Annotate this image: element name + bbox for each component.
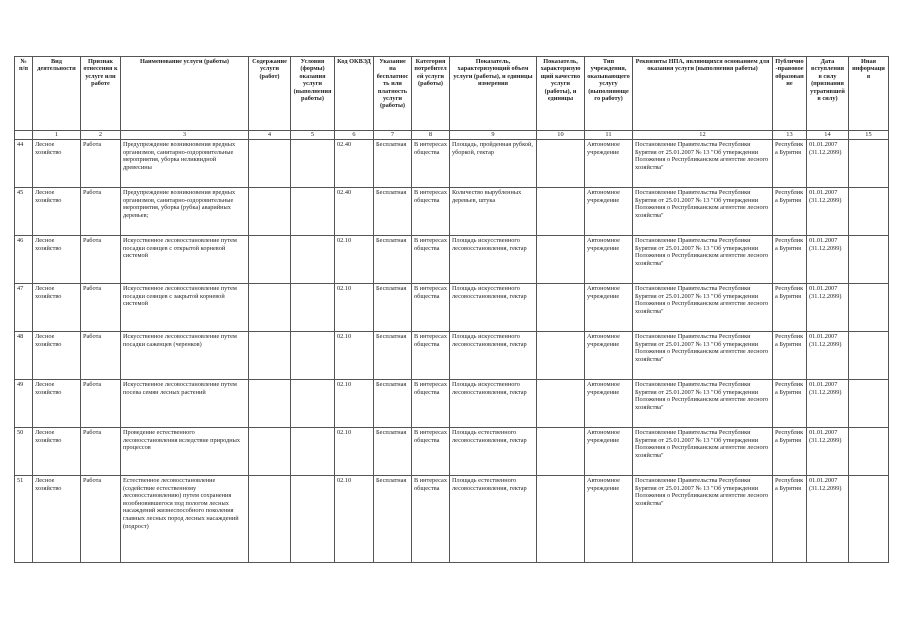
cell-npa: Постановление Правительства Республики Бурятия от 25.01.2007 № 13 "Об утверждении Положения о Республиканском агентстве лесного хозяйства"	[633, 284, 773, 332]
cell-okved: 02.10	[335, 284, 374, 332]
cell-conditions	[291, 332, 335, 380]
cell-activity: Лесное хозяйство	[33, 428, 81, 476]
column-number: 1	[33, 131, 81, 140]
cell-npa: Постановление Правительства Республики Бурятия от 25.01.2007 № 13 "Об утверждении Положения о Республиканском агентстве лесного хозяйства"	[633, 188, 773, 236]
cell-paid: Бесплатная	[374, 380, 412, 428]
cell-okved: 02.10	[335, 332, 374, 380]
cell-service-name: Предупреждение возникновения вредных организмов, санитарно-оздоровительные мероприятия, уборка (рубка) аварийных деревьев;	[121, 188, 249, 236]
cell-activity: Лесное хозяйство	[33, 380, 81, 428]
header-cell: Условия (формы) оказания услуги (выполнения работы)	[291, 57, 335, 131]
cell-npa: Постановление Правительства Республики Бурятия от 25.01.2007 № 13 "Об утверждении Положения о Республиканском агентстве лесного хозяйства"	[633, 236, 773, 284]
cell-consumers: В интересах общества	[412, 476, 450, 563]
header-cell: Реквизиты НПА, являющихся основанием для оказания услуги (выполнения работы)	[633, 57, 773, 131]
header-cell: Иная информация	[849, 57, 889, 131]
column-number: 10	[537, 131, 585, 140]
cell-content	[249, 140, 291, 188]
column-number: 8	[412, 131, 450, 140]
table-row	[15, 188, 889, 236]
cell-institution: Автономное учреждение	[585, 188, 633, 236]
cell-date: 01.01.2007 (31.12.2099)	[807, 332, 849, 380]
header-cell: Публично-правовое образование	[773, 57, 807, 131]
cell-volume: Площадь искусственного лесовосстановления, гектар	[450, 284, 537, 332]
cell-other	[849, 236, 889, 284]
cell-number: 51	[15, 476, 33, 563]
header-cell: Вид деятельности	[33, 57, 81, 131]
cell-other	[849, 188, 889, 236]
cell-institution: Автономное учреждение	[585, 332, 633, 380]
cell-volume: Площадь, пройденная рубкой, уборкой, гектар	[450, 140, 537, 188]
cell-other	[849, 284, 889, 332]
cell-activity: Лесное хозяйство	[33, 188, 81, 236]
cell-service-name: Естественное лесовосстановление (содействие естественному лесовосстановлению) путем сохранения возобновившегося под пологом лесных насаждений жизнеспособного поколения главных лесных пород лесных насаждений (подрост)	[121, 476, 249, 563]
cell-number: 47	[15, 284, 33, 332]
cell-region: Республика Бурятия	[773, 236, 807, 284]
services-table	[14, 56, 889, 563]
cell-okved: 02.40	[335, 140, 374, 188]
cell-volume: Площадь естественного лесовосстановления, гектар	[450, 476, 537, 563]
header-cell: Указание на бесплатность или платность услуги (работы)	[374, 57, 412, 131]
column-number: 15	[849, 131, 889, 140]
column-number: 6	[335, 131, 374, 140]
cell-quality	[537, 140, 585, 188]
cell-activity: Лесное хозяйство	[33, 476, 81, 563]
cell-quality	[537, 380, 585, 428]
table-body	[15, 140, 889, 563]
cell-other	[849, 380, 889, 428]
cell-type: Работа	[81, 284, 121, 332]
cell-quality	[537, 284, 585, 332]
cell-activity: Лесное хозяйство	[33, 236, 81, 284]
cell-content	[249, 284, 291, 332]
cell-conditions	[291, 236, 335, 284]
cell-conditions	[291, 140, 335, 188]
cell-okved: 02.10	[335, 476, 374, 563]
cell-number: 45	[15, 188, 33, 236]
cell-type: Работа	[81, 428, 121, 476]
table-row	[15, 476, 889, 563]
cell-activity: Лесное хозяйство	[33, 284, 81, 332]
cell-conditions	[291, 188, 335, 236]
column-number-empty	[15, 131, 33, 140]
cell-institution: Автономное учреждение	[585, 476, 633, 563]
cell-service-name: Искусственное лесовосстановление путем посадки сеянцев с закрытой корневой системой	[121, 284, 249, 332]
cell-service-name: Искусственное лесовосстановление путем посева семян лесных растений	[121, 380, 249, 428]
cell-institution: Автономное учреждение	[585, 428, 633, 476]
cell-number: 46	[15, 236, 33, 284]
cell-content	[249, 188, 291, 236]
cell-volume: Количество вырубленных деревьев, штука	[450, 188, 537, 236]
cell-consumers: В интересах общества	[412, 236, 450, 284]
cell-okved: 02.40	[335, 188, 374, 236]
header-cell: Показатель, характеризующий объем услуги (работы), и единицы измерения	[450, 57, 537, 131]
header-cell: Содержание услуги (работ)	[249, 57, 291, 131]
cell-activity: Лесное хозяйство	[33, 332, 81, 380]
header-cell: № п/п	[15, 57, 33, 131]
cell-conditions	[291, 284, 335, 332]
cell-paid: Бесплатная	[374, 476, 412, 563]
cell-npa: Постановление Правительства Республики Бурятия от 25.01.2007 № 13 "Об утверждении Положения о Республиканском агентстве лесного хозяйства"	[633, 380, 773, 428]
cell-number: 49	[15, 380, 33, 428]
header-cell: Наименование услуги (работы)	[121, 57, 249, 131]
cell-region: Республика Бурятия	[773, 284, 807, 332]
cell-region: Республика Бурятия	[773, 332, 807, 380]
header-cell: Дата вступления в силу (признания утратившей в силу)	[807, 57, 849, 131]
cell-number: 44	[15, 140, 33, 188]
cell-type: Работа	[81, 188, 121, 236]
cell-region: Республика Бурятия	[773, 476, 807, 563]
column-number-row	[15, 131, 889, 140]
cell-npa: Постановление Правительства Республики Бурятия от 25.01.2007 № 13 "Об утверждении Положения о Республиканском агентстве лесного хозяйства"	[633, 428, 773, 476]
cell-type: Работа	[81, 332, 121, 380]
column-number: 9	[450, 131, 537, 140]
column-number: 2	[81, 131, 121, 140]
cell-date: 01.01.2007 (31.12.2099)	[807, 284, 849, 332]
table-row	[15, 380, 889, 428]
cell-type: Работа	[81, 476, 121, 563]
cell-activity: Лесное хозяйство	[33, 140, 81, 188]
cell-number: 50	[15, 428, 33, 476]
cell-content	[249, 428, 291, 476]
cell-region: Республика Бурятия	[773, 140, 807, 188]
table-row	[15, 428, 889, 476]
cell-quality	[537, 476, 585, 563]
cell-volume: Площадь искусственного лесовосстановления, гектар	[450, 236, 537, 284]
column-number: 12	[633, 131, 773, 140]
cell-institution: Автономное учреждение	[585, 380, 633, 428]
cell-quality	[537, 188, 585, 236]
cell-date: 01.01.2007 (31.12.2099)	[807, 140, 849, 188]
cell-content	[249, 332, 291, 380]
cell-npa: Постановление Правительства Республики Бурятия от 25.01.2007 № 13 "Об утверждении Положения о Республиканском агентстве лесного хозяйства"	[633, 476, 773, 563]
cell-paid: Бесплатная	[374, 428, 412, 476]
cell-quality	[537, 332, 585, 380]
cell-quality	[537, 236, 585, 284]
cell-paid: Бесплатная	[374, 140, 412, 188]
cell-consumers: В интересах общества	[412, 332, 450, 380]
cell-paid: Бесплатная	[374, 188, 412, 236]
cell-service-name: Искусственное лесовосстановление путем посадки сеянцев с открытой корневой системой	[121, 236, 249, 284]
header-cell: Тип учреждения, оказывающего услугу (выполняющего работу)	[585, 57, 633, 131]
cell-conditions	[291, 428, 335, 476]
document-page	[14, 56, 888, 563]
cell-institution: Автономное учреждение	[585, 140, 633, 188]
cell-consumers: В интересах общества	[412, 140, 450, 188]
cell-conditions	[291, 476, 335, 563]
cell-okved: 02.10	[335, 428, 374, 476]
cell-region: Республика Бурятия	[773, 188, 807, 236]
cell-npa: Постановление Правительства Республики Бурятия от 25.01.2007 № 13 "Об утверждении Положения о Республиканском агентстве лесного хозяйства"	[633, 332, 773, 380]
table-row	[15, 236, 889, 284]
column-number: 11	[585, 131, 633, 140]
cell-service-name: Предупреждение возникновения вредных организмов, санитарно-оздоровительные мероприятия, уборка неликвидной древесины	[121, 140, 249, 188]
column-number: 4	[249, 131, 291, 140]
cell-volume: Площадь искусственного лесовосстановления, гектар	[450, 380, 537, 428]
cell-content	[249, 236, 291, 284]
cell-institution: Автономное учреждение	[585, 284, 633, 332]
header-cell: Признак отнесения к услуге или работе	[81, 57, 121, 131]
cell-date: 01.01.2007 (31.12.2099)	[807, 236, 849, 284]
cell-type: Работа	[81, 236, 121, 284]
cell-paid: Бесплатная	[374, 332, 412, 380]
cell-institution: Автономное учреждение	[585, 236, 633, 284]
cell-paid: Бесплатная	[374, 284, 412, 332]
cell-quality	[537, 428, 585, 476]
column-number: 5	[291, 131, 335, 140]
cell-other	[849, 140, 889, 188]
cell-content	[249, 476, 291, 563]
cell-content	[249, 380, 291, 428]
table-row	[15, 332, 889, 380]
cell-other	[849, 476, 889, 563]
cell-npa: Постановление Правительства Республики Бурятия от 25.01.2007 № 13 "Об утверждении Положения о Республиканском агентстве лесного хозяйства"	[633, 140, 773, 188]
cell-volume: Площадь естественного лесовосстановления, гектар	[450, 428, 537, 476]
cell-region: Республика Бурятия	[773, 428, 807, 476]
cell-service-name: Искусственное лесовосстановление путем посадки саженцев (черенков)	[121, 332, 249, 380]
header-cell: Категория потребителей услуги (работы)	[412, 57, 450, 131]
cell-number: 48	[15, 332, 33, 380]
header-row	[15, 57, 889, 131]
cell-other	[849, 428, 889, 476]
cell-volume: Площадь искусственного лесовосстановления, гектар	[450, 332, 537, 380]
column-number: 7	[374, 131, 412, 140]
cell-other	[849, 332, 889, 380]
header-cell: Код ОКВЭД	[335, 57, 374, 131]
cell-type: Работа	[81, 380, 121, 428]
cell-date: 01.01.2007 (31.12.2099)	[807, 476, 849, 563]
cell-consumers: В интересах общества	[412, 428, 450, 476]
cell-type: Работа	[81, 140, 121, 188]
cell-conditions	[291, 380, 335, 428]
cell-okved: 02.10	[335, 380, 374, 428]
cell-consumers: В интересах общества	[412, 188, 450, 236]
table-row	[15, 140, 889, 188]
cell-okved: 02.10	[335, 236, 374, 284]
cell-region: Республика Бурятия	[773, 380, 807, 428]
column-number: 13	[773, 131, 807, 140]
cell-date: 01.01.2007 (31.12.2099)	[807, 188, 849, 236]
cell-paid: Бесплатная	[374, 236, 412, 284]
column-number: 14	[807, 131, 849, 140]
cell-date: 01.01.2007 (31.12.2099)	[807, 428, 849, 476]
cell-service-name: Проведение естественного лесовосстановления вследствие природных процессов	[121, 428, 249, 476]
cell-consumers: В интересах общества	[412, 284, 450, 332]
header-cell: Показатель, характеризующий качество услуги (работы), и единицы	[537, 57, 585, 131]
cell-date: 01.01.2007 (31.12.2099)	[807, 380, 849, 428]
table-row	[15, 284, 889, 332]
cell-consumers: В интересах общества	[412, 380, 450, 428]
column-number: 3	[121, 131, 249, 140]
